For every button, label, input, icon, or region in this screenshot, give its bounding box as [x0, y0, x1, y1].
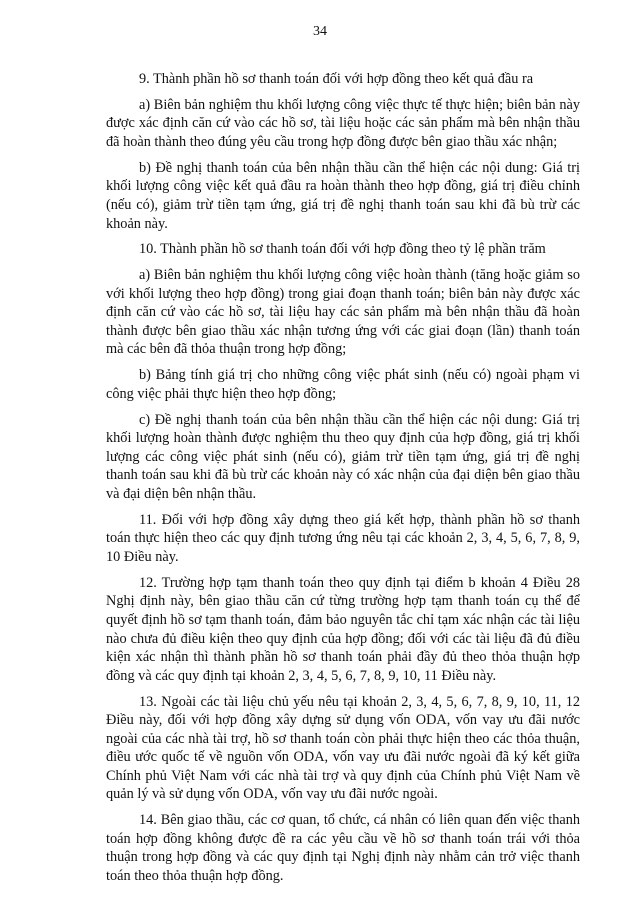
clause-12: 12. Trường hợp tạm thanh toán theo quy định tại điểm b khoản 4 Điều 28 Nghị định này, bên giao thầu căn cứ từng trường hợp tạm thanh toán cụ thể để quyết định hồ sơ tạm thanh toán, đảm bảo nguyên tắc chỉ tạm xác nhận các tài liệu nào chưa đủ điều kiện theo quy định của hợp đồng; đối với các tài liệu đã đủ điều kiện xác nhận thì thành phần hồ sơ thanh toán phải đầy đủ theo thỏa thuận hợp đồng và các quy định tại khoản 2, 3, 4, 5, 6, 7, 8, 9, 10, 11 Điều này.: [106, 574, 580, 684]
clause-10-item-a: a) Biên bản nghiệm thu khối lượng công việc hoàn thành (tăng hoặc giảm so với khối lượng theo hợp đồng) trong giai đoạn thanh toán; biên bản này được xác định căn cứ vào các hồ sơ, tài liệu hay các sản phẩm mà bên nhận thầu đã hoàn thành được bên giao thầu xác nhận tương ứng với các giai đoạn (lần) thanh toán mà các bên đã thỏa thuận trong hợp đồng;: [106, 267, 580, 358]
clause-9-heading: 9. Thành phần hồ sơ thanh toán đối với hợp đồng theo kết quả đầu ra: [139, 71, 534, 87]
clause-10-heading: 10. Thành phần hồ sơ thanh toán đối với hợp đồng theo tỷ lệ phần trăm: [139, 241, 546, 258]
clause-14: 14. Bên giao thầu, các cơ quan, tổ chức, cá nhân có liên quan đến việc thanh toán hợp đồng không được đề ra các yêu cầu về hồ sơ thanh toán trái với thỏa thuận trong hợp đồng và các quy định tại Nghị định này nhằm cản trở việc thanh toán theo thỏa thuận hợp đồng.: [106, 812, 580, 885]
clause-13: 13. Ngoài các tài liệu chủ yếu nêu tại khoản 2, 3, 4, 5, 6, 7, 8, 9, 10, 11, 12 Điều này, đối với hợp đồng xây dựng sử dụng vốn ODA, vốn vay ưu đãi nước ngoài của các nhà tài trợ, hồ sơ thanh toán còn phải thực hiện theo các thỏa thuận, điều ước quốc tế về nguồn vốn ODA, vốn vay ưu đãi nước ngoài đã ký kết giữa Chính phủ Việt Nam với các nhà tài trợ và quy định của Chính phủ Việt Nam về quản lý và sử dụng vốn ODA, vốn vay ưu đãi nước ngoài.: [106, 693, 580, 803]
clause-9-item-b: b) Đề nghị thanh toán của bên nhận thầu cần thể hiện các nội dung: Giá trị khối lượng công việc kết quả đầu ra hoàn thành theo hợp đồng, giá trị điều chỉnh (nếu có), giảm trừ tiền tạm ứng, giá trị đề nghị thanh toán sau khi đã bù trừ các khoản này.: [106, 159, 580, 232]
clause-9-item-a: a) Biên bản nghiệm thu khối lượng công việc thực tế thực hiện; biên bản này được xác định căn cứ vào các hồ sơ, tài liệu hoặc các sản phẩm mà bên nhận thầu đã hoàn thành theo đúng yêu cầu trong hợp đồng được bên giao thầu xác nhận;: [106, 96, 580, 150]
page-number: 34: [313, 24, 327, 39]
clause-11: 11. Đối với hợp đồng xây dựng theo giá kết hợp, thành phần hồ sơ thanh toán thực hiện theo các quy định tương ứng nêu tại các khoản 2, 3, 4, 5, 6, 7, 8, 9, 10 Điều này.: [106, 511, 580, 565]
clause-10-item-c: c) Đề nghị thanh toán của bên nhận thầu cần thể hiện các nội dung: Giá trị khối lượng hoàn thành được nghiệm thu theo quy định của hợp đồng, giá trị khối lượng các công việc phát sinh (nếu có), giảm trừ tiền tạm ứng, giá trị đề nghị thanh toán sau khi đã bù trừ các khoản này có xác nhận của đại diện bên giao thầu và đại diện bên nhận thầu.: [106, 411, 580, 502]
document-body: [106, 70, 580, 893]
clause-10-item-b: b) Bảng tính giá trị cho những công việc phát sinh (nếu có) ngoài phạm vi công việc phải thực hiện theo hợp đồng;: [106, 367, 580, 402]
